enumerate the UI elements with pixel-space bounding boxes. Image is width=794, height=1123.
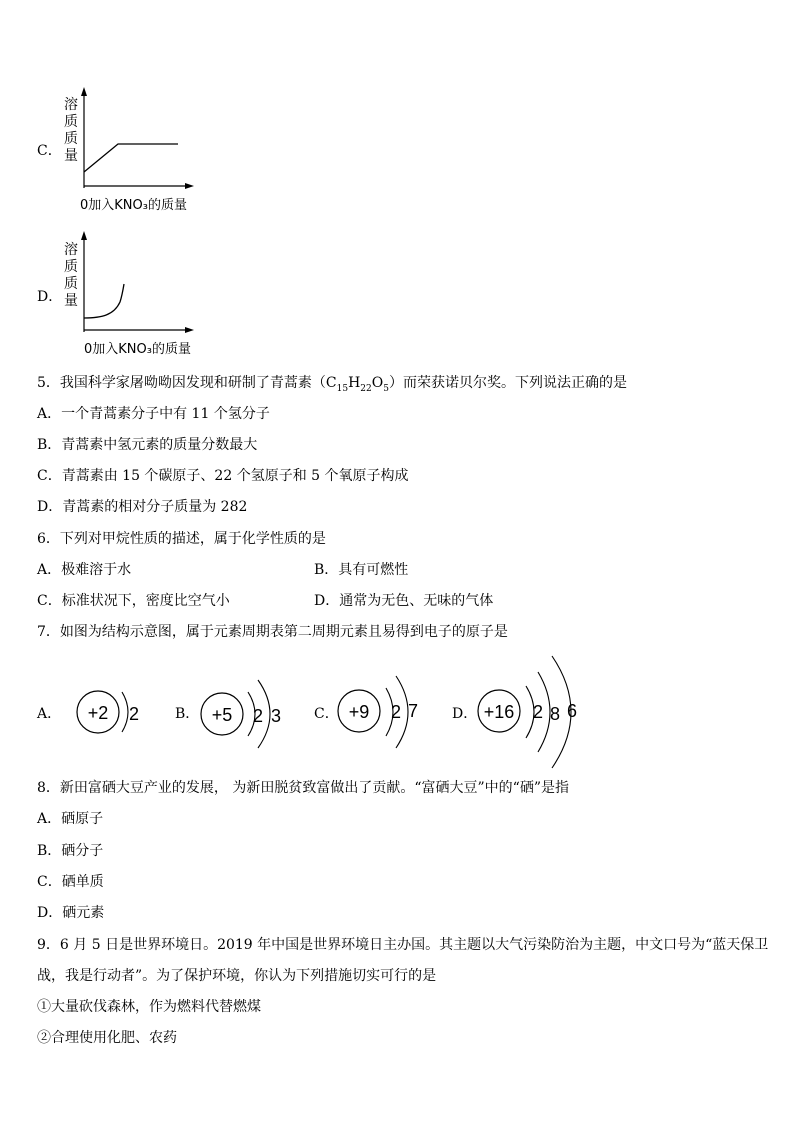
atom-d-diagram [478,656,577,768]
atom-a-shell-1-count: 2 [128,704,140,724]
graph-d-x-axis-label: 0加入KNO₃的质量 [84,342,191,357]
atom-a-nucleus-charge: +2 [87,703,109,723]
atom-a-label: A． [37,706,62,722]
atom-a-shell-1 [122,692,128,732]
graph-c-curve [84,144,178,172]
graph-d-plot [78,230,200,336]
atom-c-shell-2-count: 7 [407,701,419,721]
atom-d-label: D． [452,706,478,722]
graph-d-x-arrow [185,327,194,333]
atom-b-shell-1-count: 2 [252,706,264,726]
question-8-option-a: A．硒原子 [37,811,104,827]
question-8-option-c: C．硒单质 [37,874,104,890]
question-5-stem: 5．我国科学家屠呦呦因发现和研制了青蒿素$(C_{15}H_{22}O_5)$而荣获诺贝尔奖。下列说法正确的是 [37,375,627,394]
question-6-stem: 6．下列对甲烷性质的描述，属于化学性质的是 [37,531,326,547]
atom-c-diagram [338,676,418,748]
atom-diagrams [0,650,794,770]
atom-c-nucleus-charge: +9 [348,702,370,722]
question-9-item-2: ②合理使用化肥、农药 [37,1030,177,1046]
atom-c-label: C． [314,706,339,722]
question-5-option-b: B．青蒿素中氢元素的质量分数最大 [37,437,258,453]
atom-b-label: B． [175,706,200,722]
question-9-stem-line-1: 9．6 月 5 日是世界环境日。2019 年中国是世界环境日主办国。其主题以大气污染防治为主题，中文口号为“蓝天保卫 [37,937,769,953]
question-8-option-b: B．硒分子 [37,843,104,859]
atom-d-nucleus-charge: +16 [483,702,515,722]
question-5-option-c: C．青蒿素由 15 个碳原子、22 个氢原子和 5 个氧原子构成 [37,468,409,484]
atom-b-diagram [201,680,281,748]
graph-c-plot [78,86,200,192]
atom-b-shell-2-count: 3 [270,706,282,726]
graph-c-x-axis-label: 0加入KNO₃的质量 [80,198,187,213]
question-9-item-1: ①大量砍伐森林，作为燃料代替燃煤 [37,999,261,1015]
atom-d-shell-3-count: 6 [566,701,578,721]
question-7-stem: 7．如图为结构示意图，属于元素周期表第二周期元素且易得到电子的原子是 [37,624,508,640]
question-6-option-b: B．具有可燃性 [314,562,409,578]
graph-c-y-axis-label: 溶质质量 [64,97,78,164]
question-8-option-d: D．硒元素 [37,905,105,921]
atom-d-shell-1-count: 2 [532,702,544,722]
atom-a-diagram [77,691,139,733]
question-5-option-a: A．一个青蒿素分子中有 11 个氢分子 [37,406,270,422]
graph-d-label: D． [37,289,63,305]
question-9-stem-line-2: 战，我是行动者”。为了保护环境，你认为下列措施切实可行的是 [37,968,437,984]
question-8-stem: 8．新田富硒大豆产业的发展， 为新田脱贫致富做出了贡献。“富硒大豆”中的“硒”是指 [37,780,569,796]
graph-c-x-arrow [185,183,194,189]
graph-d-y-axis-label: 溶质质量 [64,242,78,309]
question-5-option-d: D．青蒿素的相对分子质量为 282 [37,499,248,515]
graph-d-y-arrow [81,231,87,240]
question-6-option-c: C．标准状况下，密度比空气小 [37,593,230,609]
atom-c-shell-1-count: 2 [390,702,402,722]
graph-d-curve [84,284,124,318]
atom-b-nucleus-charge: +5 [211,705,233,725]
question-6-option-a: A．极难溶于水 [37,562,132,578]
graph-c-label: C． [37,143,62,159]
question-6-option-d: D．通常为无色、无味的气体 [314,593,494,609]
atom-d-shell-2-count: 8 [549,704,561,724]
graph-c-y-arrow [81,87,87,96]
